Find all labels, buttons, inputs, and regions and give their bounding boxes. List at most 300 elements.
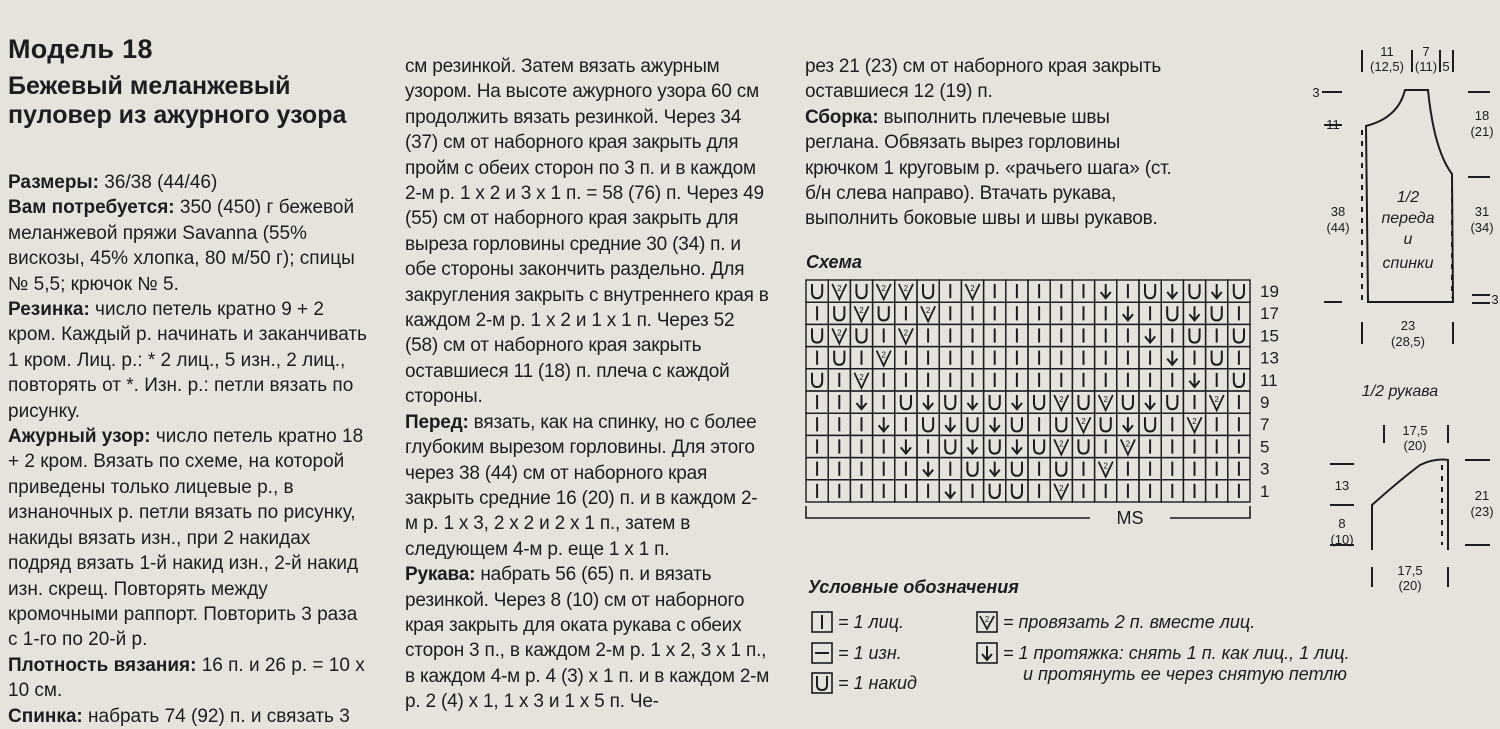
chart-cell (828, 324, 850, 346)
chart-cell (1028, 435, 1050, 457)
lace-paragraph (8, 424, 368, 653)
chart-cell (1139, 302, 1161, 324)
gauge-label: Плотность вязания: (8, 654, 197, 676)
chart-cell (895, 302, 917, 324)
chart-cell (850, 480, 872, 502)
chart-cell (984, 302, 1006, 324)
chart-repeat-label: MS (1116, 508, 1144, 528)
chart-cell (1139, 435, 1161, 457)
legend-yo-symbol (811, 672, 833, 694)
chart-cell (828, 391, 850, 413)
chart-cell (1095, 324, 1117, 346)
lace-label: Ажурный узор: (8, 426, 151, 448)
chart-cell (1183, 280, 1205, 302)
chart-cell (806, 413, 828, 435)
chart-cell (1072, 324, 1094, 346)
chart-cell (1228, 324, 1250, 346)
svg-text:2: 2 (970, 284, 975, 293)
chart-cell (1006, 302, 1028, 324)
chart-cell (850, 280, 872, 302)
chart-cell (828, 369, 850, 391)
chart-cell (806, 458, 828, 480)
sleeves-text: набрать 56 (65) п. и вязать резинкой. Через 8 (10) см от наборного края закрыть для оката рукава с обеих сторон 3 п., в каждом 2-м р. 1 х 2, 3 х 1 п., в каждом 4-м р. 4 (3) х 1 п. и в каждом 2-м р. 2 (4) х 1, 1 х 3 и 1 х 5 п. Че- (405, 564, 770, 713)
chart-cell (1206, 302, 1228, 324)
chart-cell (1139, 458, 1161, 480)
chart-cell (873, 480, 895, 502)
chart-cell (961, 391, 983, 413)
chart-cell (895, 280, 917, 302)
chart-cell (961, 324, 983, 346)
chart-cell (939, 458, 961, 480)
svg-text:2: 2 (881, 350, 886, 360)
rib-label: Резинка: (8, 299, 90, 321)
chart-cell (1072, 302, 1094, 324)
chart-cell (961, 369, 983, 391)
legend-purl-symbol (811, 642, 833, 664)
assembly-text: выполнить плечевые швы реглана. Обвязать вырез горловины крючком 1 круговым р. «рачьего шага» (ст. б/н слева направо). Втачать рукава, выполнить боковые швы и швы рукавов. (805, 106, 1172, 230)
chart-cell (806, 347, 828, 369)
chart-cell (1050, 347, 1072, 369)
dim-neck: 11 (1326, 117, 1340, 132)
chart-cell (961, 480, 983, 502)
chart-cell (961, 435, 983, 457)
chart-cell (806, 302, 828, 324)
svg-text:2: 2 (1192, 417, 1197, 427)
dim-sleeve-cuff-b: (10) (1330, 532, 1354, 547)
chart-cell (917, 369, 939, 391)
sleeve-title: 1/2 рукава (1361, 383, 1439, 400)
chart-cell (961, 302, 983, 324)
column-3 (805, 54, 1175, 232)
chart-cell (1028, 324, 1050, 346)
chart-cell (1050, 369, 1072, 391)
chart-cell (1161, 391, 1183, 413)
chart-cell (1050, 413, 1072, 435)
back-text: набрать 74 (92) п. и связать 3 (82, 705, 350, 727)
chart-cell (984, 391, 1006, 413)
dim-sleeve-top-b: (20) (1403, 438, 1427, 453)
chart-cell (984, 435, 1006, 457)
chart-cell (1072, 347, 1094, 369)
chart-cell (873, 369, 895, 391)
dim-top-1b: (12,5) (1370, 59, 1404, 74)
chart-cell (806, 324, 828, 346)
chart-cell (1161, 280, 1183, 302)
chart-cell (873, 324, 895, 346)
chart-cell (1028, 302, 1050, 324)
svg-text:2: 2 (1059, 483, 1064, 493)
chart-cell (1050, 480, 1072, 502)
chart-cell (1161, 302, 1183, 324)
svg-text:2: 2 (837, 328, 842, 338)
dim-top-2b: (11) (1414, 59, 1438, 74)
chart-cell (1206, 369, 1228, 391)
chart-cell (917, 435, 939, 457)
chart-cell (1117, 369, 1139, 391)
garment-schematic (1300, 40, 1500, 610)
chart-cell (895, 458, 917, 480)
chart-cell (1072, 280, 1094, 302)
diagram-label-1: 1/2 (1396, 189, 1420, 206)
dim-sleeve-bottom: 17,5 (1397, 563, 1423, 578)
back-continued: см резинкой. Затем вязать ажурным узором. На высоте ажурного узора 60 см продолжить вязать резинкой. Через 34 (37) см от наборного края закрыть для пройм с обеих сторон по 3 п. и в каждом 2-м р. 1 х 2 и 3 х 1 п. = 58 (76) п. Через 49 (55) см от наборного края закрыть для выреза горловины средние 30 (34) п. и обе стороны закончить раздельно. Для закругления закрыть с внутреннего края в каждом 2-м р. 1 х 2 и 1 х 1 п. Через 52 (58) см от наборного края закрыть оставшиеся 11 (18) п. плеча с каждой стороны. (405, 56, 769, 408)
chart-cell (850, 302, 872, 324)
chart-row-number: 9 (1260, 393, 1270, 412)
assembly-label: Сборка: (805, 106, 879, 128)
chart-cell (895, 391, 917, 413)
chart-cell (1072, 369, 1094, 391)
legend-knit-symbol (811, 611, 833, 633)
chart-cell (1117, 480, 1139, 502)
chart-title: Схема (806, 252, 862, 272)
chart-cell (1095, 435, 1117, 457)
legend-title: Условные обозначения (808, 577, 1019, 597)
chart-cell (1139, 369, 1161, 391)
chart-cell (1028, 347, 1050, 369)
chart-cell (1117, 435, 1139, 457)
chart-cell (917, 458, 939, 480)
chart-cell (1183, 435, 1205, 457)
chart-cell (850, 435, 872, 457)
chart-cell (895, 369, 917, 391)
chart-cell (1072, 458, 1094, 480)
chart-row-number: 13 (1260, 348, 1279, 368)
chart-cell (1228, 347, 1250, 369)
model-subtitle (8, 72, 368, 130)
chart-cell (984, 458, 1006, 480)
chart-cell (1050, 458, 1072, 480)
chart-cell (1206, 391, 1228, 413)
svg-text:2: 2 (1214, 395, 1219, 404)
chart-cell (828, 435, 850, 457)
chart-cell (939, 324, 961, 346)
chart-cell (1161, 435, 1183, 457)
chart-cell (1117, 347, 1139, 369)
chart-cell (806, 480, 828, 502)
svg-text:2: 2 (1103, 461, 1108, 471)
chart-cell (1183, 369, 1205, 391)
legend-yo-label: = 1 накид (838, 673, 917, 693)
chart-cell (895, 413, 917, 435)
materials-label: Вам потребуется: (8, 197, 175, 219)
subtitle-line-1: Бежевый меланжевый (8, 72, 291, 100)
svg-text:2: 2 (1059, 395, 1064, 404)
chart-cell (984, 280, 1006, 302)
chart-cell (873, 458, 895, 480)
dim-sleeve-cap: 13 (1334, 478, 1350, 493)
legend-ssk-label-1: = 1 протяжка: снять 1 п. как лиц., 1 лиц. (1003, 643, 1350, 663)
legend-k2tog-symbol (976, 611, 998, 633)
chart-cell (1206, 413, 1228, 435)
chart-cell (939, 391, 961, 413)
chart-row-number: 17 (1260, 304, 1279, 324)
chart-cell (984, 324, 1006, 346)
chart-cell (917, 391, 939, 413)
chart-row-number: 15 (1260, 326, 1279, 346)
chart-cell (1006, 413, 1028, 435)
front-label: Перед: (405, 411, 469, 433)
svg-text:2: 2 (1059, 439, 1064, 449)
chart-cell (1117, 302, 1139, 324)
chart-cell (1183, 302, 1205, 324)
chart-cell (1095, 347, 1117, 369)
chart-cell (1206, 324, 1228, 346)
chart-cell (939, 302, 961, 324)
sizes-text: 36/38 (44/46) (98, 172, 218, 193)
chart-cell (895, 435, 917, 457)
chart-cell (1117, 391, 1139, 413)
chart-cell (917, 480, 939, 502)
chart-cell (1228, 280, 1250, 302)
svg-text:2: 2 (903, 284, 909, 293)
chart-cell (1228, 480, 1250, 502)
chart-cell (1006, 480, 1028, 502)
svg-text:2: 2 (1125, 439, 1131, 449)
legend-ssk-label-2: и протянуть ее через снятую петлю (1023, 664, 1347, 684)
gauge-paragraph (8, 653, 368, 704)
chart-cell (917, 413, 939, 435)
chart-cell (1095, 458, 1117, 480)
chart-cell (1206, 280, 1228, 302)
chart-cell (1095, 302, 1117, 324)
sleeves-paragraph (405, 562, 770, 714)
dim-sleeve-cuff: 8 (1338, 516, 1346, 531)
chart-cell (1228, 435, 1250, 457)
chart-cell (1095, 280, 1117, 302)
gauge-text: 16 п. и 26 р. = 10 х 10 см. (8, 654, 365, 702)
chart-cell (917, 302, 939, 324)
chart-cell (961, 458, 983, 480)
chart-cell (1028, 391, 1050, 413)
chart-cell (873, 347, 895, 369)
chart-row-number: 3 (1260, 459, 1270, 479)
rib-text: число петель кратно 9 + 2 кром. Каждый р. начинать и заканчивать 1 кром. Лиц. р.: * 2 лиц., 5 изн., 2 лиц., повторять от *. Изн. р.: петли вязать по рисунку. (8, 299, 367, 422)
dim-sleeve-top: 17,5 (1402, 423, 1428, 438)
chart-cell (1117, 324, 1139, 346)
svg-text:2: 2 (1081, 417, 1086, 427)
chart-cell (806, 369, 828, 391)
chart-cell (1139, 480, 1161, 502)
chart-cell (873, 435, 895, 457)
dim-sleeve-h-b: (23) (1470, 504, 1494, 519)
chart-cell (1028, 280, 1050, 302)
dim-top-3: 5 (1442, 59, 1450, 74)
chart-cell (828, 480, 850, 502)
svg-text:2: 2 (925, 306, 931, 316)
chart-cell (850, 324, 872, 346)
diagram-label-4: спинки (1382, 255, 1434, 272)
dim-body-b: (44) (1326, 220, 1350, 235)
chart-cell (806, 435, 828, 457)
dim-right-small: 3 (1491, 292, 1499, 307)
chart-cell (1006, 324, 1028, 346)
chart-cell (873, 302, 895, 324)
chart-cell (1161, 347, 1183, 369)
dim-bottom: 23 (1400, 318, 1416, 333)
chart-cell (1183, 480, 1205, 502)
chart-cell (1072, 480, 1094, 502)
chart-cell (1228, 302, 1250, 324)
chart-cell (939, 369, 961, 391)
chart-cell (1050, 391, 1072, 413)
chart-cell (1117, 280, 1139, 302)
chart-cell (939, 480, 961, 502)
chart-cell (1006, 369, 1028, 391)
chart-cell (1161, 369, 1183, 391)
chart-cell (1050, 302, 1072, 324)
chart-cell (895, 347, 917, 369)
chart-cell (850, 413, 872, 435)
chart-cell (1028, 413, 1050, 435)
chart-row-number: 7 (1260, 415, 1270, 435)
assembly-paragraph (805, 105, 1175, 232)
column-1 (8, 0, 368, 729)
legend-purl-label: = 1 изн. (838, 643, 902, 663)
chart-cell (1117, 413, 1139, 435)
dim-top-1: 11 (1380, 44, 1394, 59)
chart-cell (1183, 458, 1205, 480)
chart-cell (828, 413, 850, 435)
diagram-label-3: и (1403, 231, 1413, 248)
chart-cell (984, 347, 1006, 369)
chart-cell (1206, 347, 1228, 369)
svg-text:2: 2 (859, 372, 864, 382)
chart-cell (917, 280, 939, 302)
chart-cell (1183, 324, 1205, 346)
model-title: Модель 18 (8, 34, 153, 64)
chart-cell (828, 347, 850, 369)
chart-cell (1006, 435, 1028, 457)
chart-cell (873, 413, 895, 435)
chart-cell (1183, 413, 1205, 435)
chart-cell (1095, 369, 1117, 391)
svg-text:2: 2 (984, 615, 990, 624)
front-paragraph (405, 410, 770, 562)
column-2 (405, 54, 770, 715)
chart-cell (1139, 391, 1161, 413)
chart-cell (984, 369, 1006, 391)
chart-cell (1161, 413, 1183, 435)
chart-cell (1028, 369, 1050, 391)
chart-cell (1139, 413, 1161, 435)
svg-text:2: 2 (881, 284, 886, 293)
chart-cell (895, 324, 917, 346)
chart-cell (1161, 324, 1183, 346)
chart-cell (1006, 347, 1028, 369)
chart-cell (939, 435, 961, 457)
svg-text:2: 2 (859, 306, 864, 316)
chart-cell (1006, 280, 1028, 302)
chart-cell (850, 369, 872, 391)
chart-row-number: 5 (1260, 437, 1270, 457)
chart-cell (961, 347, 983, 369)
chart-cell (1072, 435, 1094, 457)
chart-cell (1139, 324, 1161, 346)
dim-top-2: 7 (1422, 44, 1430, 59)
chart-cell (1228, 391, 1250, 413)
chart-cell (1006, 458, 1028, 480)
chart-cell (1072, 391, 1094, 413)
chart-cell (917, 324, 939, 346)
chart-cell (828, 302, 850, 324)
chart-cell (873, 280, 895, 302)
chart-cell (895, 480, 917, 502)
back-paragraph (8, 704, 368, 729)
legend-ssk-symbol (976, 642, 998, 664)
lace-text: число петель кратно 18 + 2 кром. Вязать по схеме, на которой приведены только лицевые р., в изнаночных р. петли вязать по рисунку, накиды вязать изн., при 2 накидах подряд вязать 1-й накид изн., 2-й накид изн. скрещ. Повторять между кромочными раппорт. Повторить 3 раза с 1-го по 20-й р. (8, 426, 364, 651)
chart-cell (939, 280, 961, 302)
chart-cell (1183, 347, 1205, 369)
chart-cell (1228, 413, 1250, 435)
legend-k2tog-label: = провязать 2 п. вместе лиц. (1003, 612, 1256, 632)
dim-side-b: (34) (1470, 220, 1494, 235)
chart-cell (850, 391, 872, 413)
chart-cell (1206, 458, 1228, 480)
chart-cell (1050, 280, 1072, 302)
chart-cell (1206, 480, 1228, 502)
chart-cell (1117, 458, 1139, 480)
chart-cell (828, 458, 850, 480)
chart-row-number: 11 (1260, 370, 1278, 390)
chart-cell (873, 391, 895, 413)
dim-body: 38 (1330, 204, 1346, 219)
sizes-label: Размеры: (8, 172, 99, 193)
chart-cell (984, 480, 1006, 502)
svg-text:2: 2 (837, 284, 842, 293)
front-text: вязать, как на спинку, но с более глубоким вырезом горловины. Для этого через 38 (44) см от наборного края закрыть средние 16 (20) п. и в каждом 2-м р. 1 х 3, 2 х 2 и 2 х 1 п., затем в следующем 4-м р. еще 1 х 1 п. (405, 411, 758, 560)
chart-cell (917, 347, 939, 369)
chart-cell (1161, 480, 1183, 502)
diagram-label-2: переда (1381, 210, 1435, 227)
chart-cell (1161, 458, 1183, 480)
back-label: Спинка: (8, 705, 83, 727)
materials-paragraph (8, 195, 368, 297)
dim-neck-small: 3 (1312, 85, 1320, 100)
dim-sleeve-bottom-b: (20) (1398, 578, 1422, 593)
chart-cell (1095, 413, 1117, 435)
sizes-paragraph (8, 170, 368, 195)
chart-cell (1006, 391, 1028, 413)
chart-cell (1228, 369, 1250, 391)
chart-cell (1139, 280, 1161, 302)
chart-cell (1028, 480, 1050, 502)
dim-armhole-b: (21) (1470, 124, 1494, 139)
chart-repeat-bracket (806, 506, 1250, 518)
chart-cell (850, 458, 872, 480)
chart-cell (1228, 458, 1250, 480)
chart-cell (984, 413, 1006, 435)
chart-cell (1139, 347, 1161, 369)
svg-text:2: 2 (903, 328, 909, 338)
subtitle-line-2: пуловер из ажурного узора (8, 101, 347, 129)
dim-armhole: 18 (1474, 108, 1490, 123)
svg-text:2: 2 (1103, 395, 1108, 404)
dim-sleeve-h: 21 (1474, 488, 1490, 503)
sleeves-continued: рез 21 (23) см от наборного края закрыть оставшиеся 12 (19) п. (805, 56, 1162, 103)
chart-cell (961, 413, 983, 435)
dim-side: 31 (1474, 204, 1490, 219)
sleeves-label: Рукава: (405, 564, 476, 586)
chart-cell (806, 280, 828, 302)
chart-cell (806, 391, 828, 413)
rib-paragraph (8, 297, 368, 424)
chart-cell (1050, 324, 1072, 346)
chart-cell (1095, 480, 1117, 502)
chart-cell (1183, 391, 1205, 413)
chart-cell (850, 347, 872, 369)
dim-bottom-b: (28,5) (1391, 334, 1425, 349)
materials-text: 350 (450) г бежевой меланжевой пряжи Savanna (55% вискозы, 45% хлопка, 80 м/50 г); спицы № 5,5; крючок № 5. (8, 197, 355, 295)
